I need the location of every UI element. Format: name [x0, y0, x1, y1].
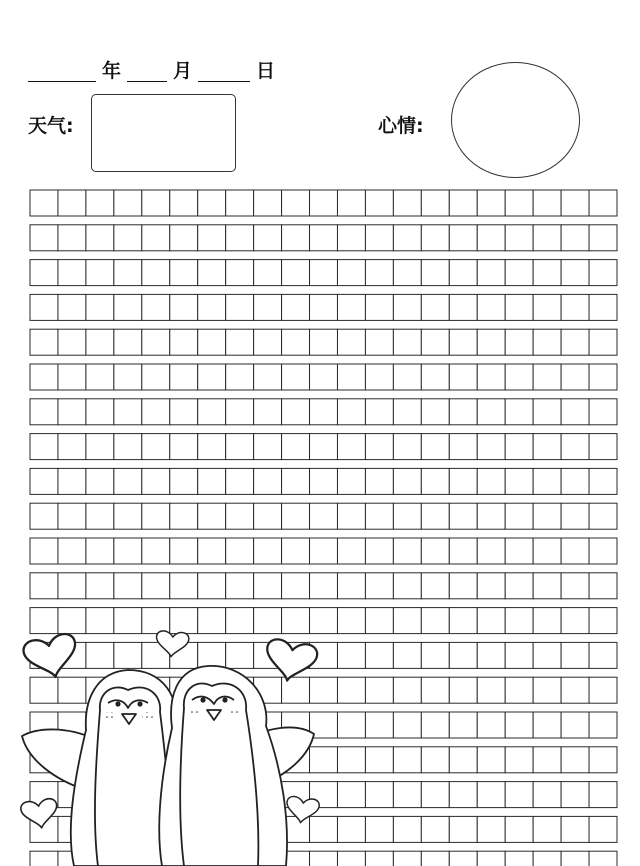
heart-icon: [284, 796, 320, 825]
year-label: 年: [102, 60, 122, 82]
heart-icon: [262, 638, 318, 685]
penguin-icon: [159, 666, 314, 866]
heart-icon: [155, 630, 189, 658]
month-label: 月: [173, 60, 193, 82]
weather-label: 天气:: [28, 115, 74, 137]
heart-icon: [20, 798, 60, 831]
day-label: 日: [256, 60, 276, 82]
heart-icon: [22, 632, 81, 682]
mood-label: 心情:: [378, 115, 424, 137]
